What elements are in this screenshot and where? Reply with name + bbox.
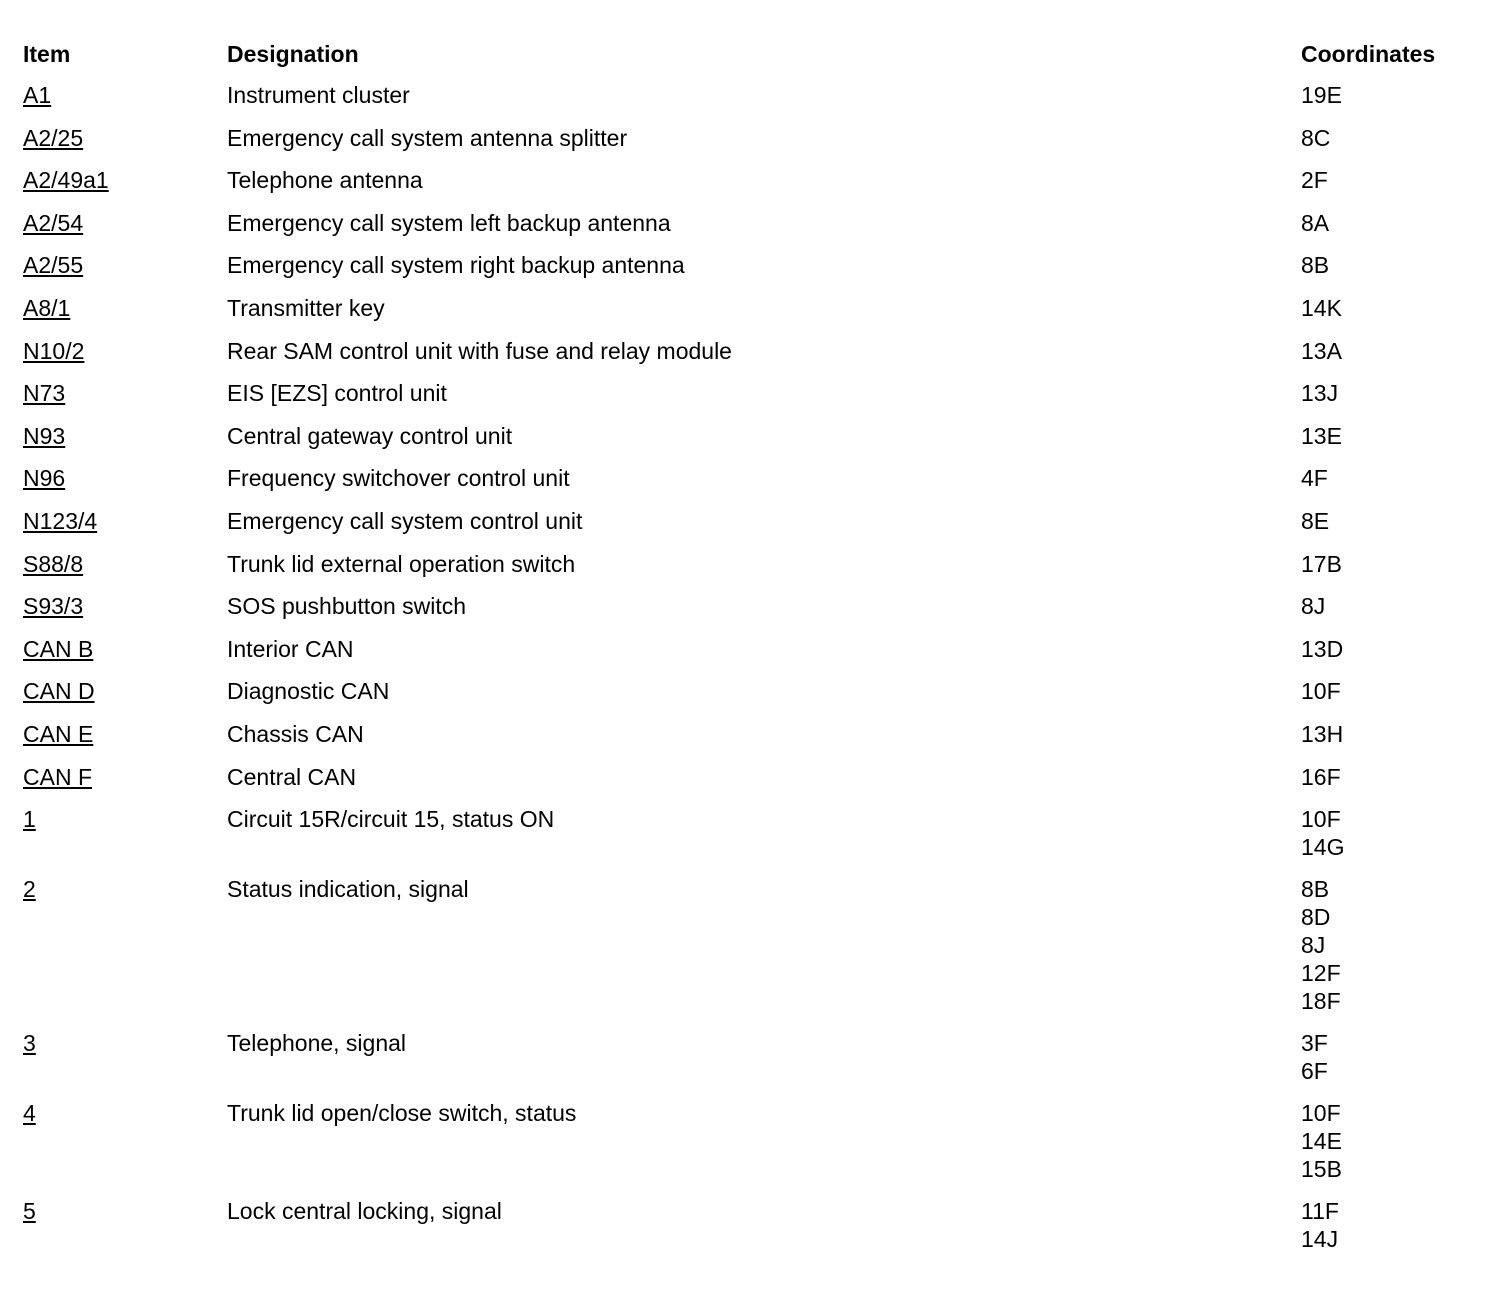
coordinate-value: 10F [1301,806,1341,833]
item-link[interactable]: CAN D [23,678,95,705]
coordinates-cell [1301,251,1483,279]
coordinate-value: 8D [1301,904,1331,931]
item-cell [23,81,227,109]
designation-cell: Trunk lid external operation switch [227,550,576,577]
coordinate-value: 8J [1301,932,1326,959]
item-cell [23,805,227,833]
designation-cell: Emergency call system control unit [227,507,583,534]
coordinates-cell [1301,805,1483,861]
item-link[interactable]: CAN F [23,763,92,790]
coordinates-cell [1301,507,1483,535]
item-link[interactable]: A2/55 [23,252,84,279]
item-cell [23,251,227,279]
item-link[interactable]: A1 [23,82,52,108]
table-row [23,763,1483,806]
table-row [23,720,1483,763]
coordinates-cell [1301,592,1483,620]
header-coordinates: Coordinates [1301,41,1436,67]
item-cell [23,1099,227,1127]
item-cell [23,592,227,620]
table-row [23,507,1483,550]
designation-cell: Status indication, signal [227,876,469,903]
table-row [23,550,1483,593]
table-row [23,81,1483,124]
item-link[interactable]: N93 [23,422,66,449]
item-link[interactable]: S93/3 [23,593,84,620]
coordinate-value: 4F [1301,465,1328,492]
item-link[interactable]: N10/2 [23,337,85,364]
designation-cell: Trunk lid open/close switch, status [227,1100,577,1127]
coordinate-value: 14G [1301,834,1345,861]
designation-cell: Telephone antenna [227,167,423,194]
header-designation: Designation [227,41,359,67]
designation-cell: Central CAN [227,763,357,790]
item-cell [23,166,227,194]
item-cell [23,379,227,407]
item-link[interactable]: A2/49a1 [23,167,109,194]
table-row [23,1197,1483,1267]
designation-cell: EIS [EZS] control unit [227,380,447,407]
coordinate-value: 8J [1301,593,1326,620]
coordinates-cell [1301,124,1483,152]
table-row [23,592,1483,635]
item-cell [23,677,227,705]
item-link[interactable]: 5 [23,1198,36,1225]
coordinates-cell [1301,1029,1483,1085]
coordinates-cell [1301,294,1483,322]
item-cell [23,507,227,535]
item-link[interactable]: 4 [23,1100,36,1127]
coordinates-cell [1301,166,1483,194]
coordinate-value: 8B [1301,876,1330,903]
designation-cell: SOS pushbutton switch [227,593,467,620]
coordinate-value: 2F [1301,167,1328,194]
table-row [23,875,1483,1029]
table-row [23,1099,1483,1197]
coordinate-value: 17B [1301,550,1342,577]
table-row [23,209,1483,252]
item-cell [23,464,227,492]
item-link[interactable]: CAN B [23,635,94,662]
designation-cell: Emergency call system antenna splitter [227,124,628,151]
coordinates-cell [1301,677,1483,705]
item-link[interactable]: CAN E [23,720,94,747]
coordinates-cell [1301,337,1483,365]
coordinates-cell [1301,550,1483,578]
coordinates-cell [1301,209,1483,237]
coordinate-value: 12F [1301,960,1341,987]
coordinate-value: 8C [1301,124,1331,151]
item-link[interactable]: N96 [23,465,66,492]
table-row [23,464,1483,507]
designation-cell: Circuit 15R/circuit 15, status ON [227,806,555,833]
coordinate-value: 14E [1301,1128,1342,1155]
table-header [23,38,1483,81]
item-cell [23,720,227,748]
coordinate-value: 3F [1301,1030,1328,1057]
item-cell [23,337,227,365]
coordinates-cell [1301,720,1483,748]
item-cell [23,550,227,578]
coordinate-value: 13E [1301,422,1342,449]
coordinates-cell [1301,875,1483,1015]
item-cell [23,422,227,450]
table-row [23,422,1483,465]
coordinate-value: 16F [1301,763,1341,790]
coordinates-cell [1301,635,1483,663]
coordinate-value: 15B [1301,1156,1342,1183]
coordinate-value: 8A [1301,209,1330,236]
legend-table [23,38,1483,1267]
item-link[interactable]: A8/1 [23,294,71,321]
designation-cell: Emergency call system right backup antenna [227,252,685,279]
coordinates-cell [1301,379,1483,407]
designation-cell: Transmitter key [227,294,385,321]
coordinate-value: 14K [1301,294,1342,321]
coordinates-cell [1301,1197,1483,1253]
coordinates-cell [1301,464,1483,492]
item-link[interactable]: A2/25 [23,124,84,151]
coordinate-value: 18F [1301,988,1341,1015]
table-row [23,337,1483,380]
coordinate-value: 10F [1301,1100,1341,1127]
item-link[interactable]: 1 [23,806,36,833]
designation-cell: Rear SAM control unit with fuse and relay module [227,337,732,364]
coordinate-value: 6F [1301,1058,1328,1085]
item-cell [23,1197,227,1225]
table-row [23,379,1483,422]
designation-cell: Telephone, signal [227,1030,407,1057]
table-row [23,294,1483,337]
coordinate-value: 8E [1301,507,1330,534]
designation-cell: Instrument cluster [227,82,410,108]
item-link[interactable]: N73 [23,380,66,407]
coordinate-value: 13A [1301,337,1342,364]
designation-cell: Chassis CAN [227,720,364,747]
item-link[interactable]: S88/8 [23,550,84,577]
table-row [23,166,1483,209]
designation-cell: Interior CAN [227,635,354,662]
designation-cell: Diagnostic CAN [227,678,390,705]
item-cell [23,763,227,791]
coordinate-value: 14J [1301,1226,1339,1253]
coordinate-value: 10F [1301,678,1341,705]
table-row [23,635,1483,678]
coordinates-cell [1301,1099,1483,1183]
item-cell [23,875,227,903]
designation-cell: Emergency call system left backup antenna [227,209,671,236]
coordinates-cell [1301,81,1483,109]
coordinate-value: 13H [1301,720,1344,747]
coordinates-cell [1301,763,1483,791]
designation-cell: Frequency switchover control unit [227,465,570,492]
coordinate-value: 13J [1301,380,1339,407]
table-row [23,805,1483,875]
coordinate-value: 11F [1301,1198,1339,1225]
table-row [23,251,1483,294]
coordinate-value: 13D [1301,635,1344,662]
header-item: Item [23,41,71,67]
item-link[interactable]: 3 [23,1030,36,1057]
item-cell [23,294,227,322]
item-cell [23,124,227,152]
table-row [23,1029,1483,1099]
coordinate-value: 19E [1301,82,1342,108]
table-row [23,124,1483,167]
table-body [23,81,1483,1267]
item-cell [23,1029,227,1057]
item-cell [23,635,227,663]
item-link[interactable]: A2/54 [23,209,84,236]
item-cell [23,209,227,237]
table-row [23,677,1483,720]
item-link[interactable]: 2 [23,876,36,903]
coordinate-value: 8B [1301,252,1330,279]
designation-cell: Central gateway control unit [227,422,513,449]
designation-cell: Lock central locking, signal [227,1198,502,1225]
coordinates-cell [1301,422,1483,450]
item-link[interactable]: N123/4 [23,507,98,534]
